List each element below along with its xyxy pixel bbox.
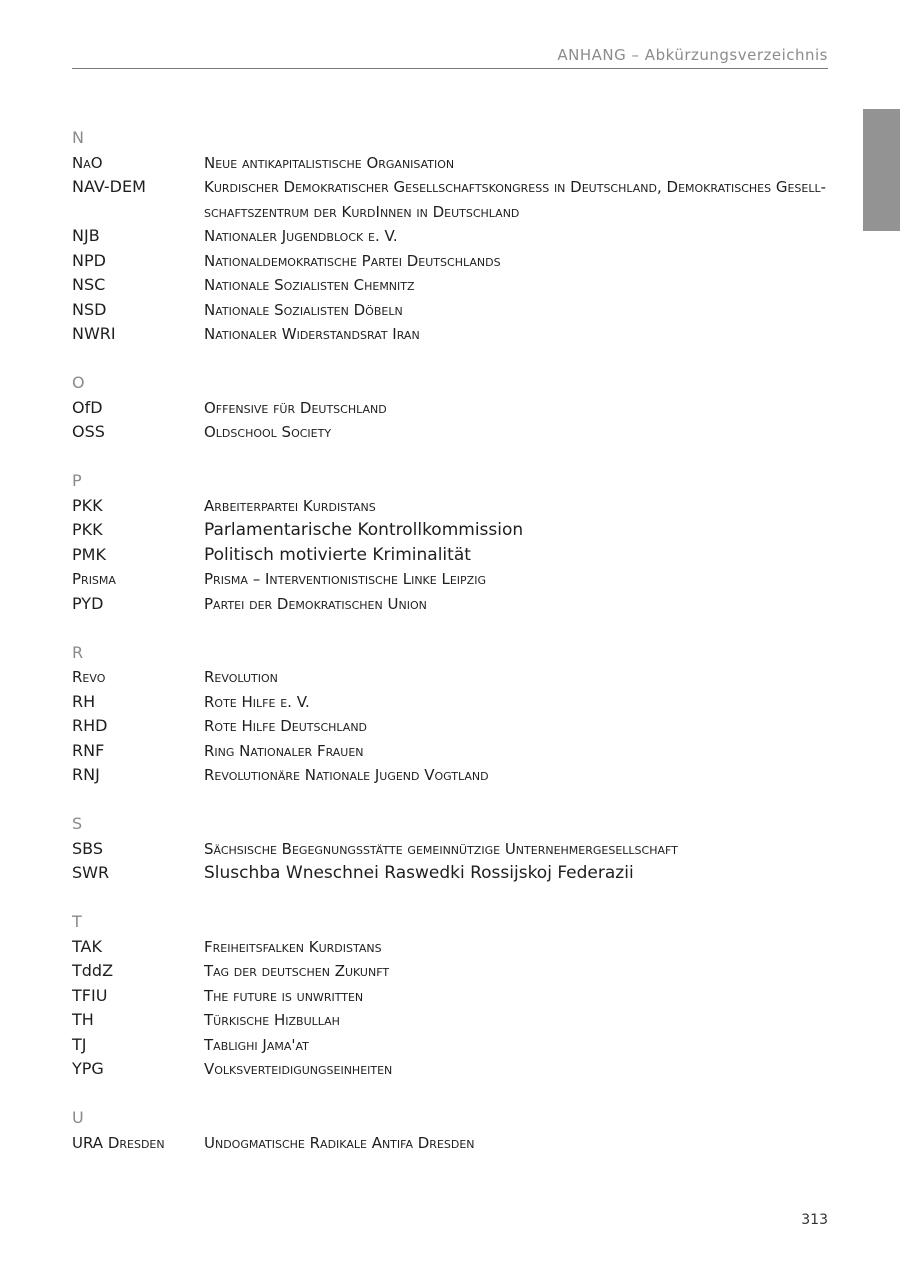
definition: Tablighi Jama'at: [204, 1035, 309, 1054]
abbreviation: Revo: [72, 668, 106, 686]
section-letter: N: [72, 128, 84, 147]
section-t: [72, 910, 832, 1082]
entry-row: [72, 249, 832, 274]
entry-row: [72, 420, 832, 445]
abbreviation: NaO: [72, 153, 103, 172]
definition: Parlamentarische Kontrollkommission: [204, 520, 524, 540]
definition: Nationaler Widerstandsrat Iran: [204, 325, 420, 343]
definition: Nationaldemokratische Partei Deutschlands: [204, 251, 501, 270]
entry-row: [72, 543, 832, 568]
entry-row: [72, 763, 832, 788]
entry-row: [72, 175, 832, 224]
section-letter: S: [72, 814, 83, 833]
abbreviation: TddZ: [72, 961, 114, 980]
entry-row: [72, 714, 832, 739]
abbreviation: TAK: [72, 936, 102, 956]
section-letter: U: [72, 1108, 84, 1127]
abbreviation: NPD: [72, 250, 106, 270]
section-letter: R: [72, 642, 84, 662]
abbreviation: TH: [72, 1010, 94, 1029]
abbreviation: RNJ: [72, 765, 100, 784]
abbreviation-list: [72, 126, 832, 1180]
definition: [204, 175, 830, 224]
section-p: [72, 469, 832, 616]
definition: Tag der deutschen Zukunft: [204, 962, 390, 980]
section-s: [72, 812, 832, 886]
section-o: [72, 371, 832, 445]
definition: Oldschool Society: [204, 423, 332, 441]
section-letter: T: [72, 912, 82, 931]
section-n: [72, 126, 832, 347]
abbreviation: RH: [72, 691, 96, 711]
abbreviation: RNF: [72, 740, 105, 760]
definition: Politisch motivierte Kriminalität: [204, 544, 471, 565]
abbreviation: NAV-DEM: [72, 177, 146, 196]
definition: Rote Hilfe e. V.: [204, 692, 310, 711]
definition: Partei der Demokratischen Union: [204, 594, 427, 613]
section-letter: P: [72, 471, 82, 490]
entry-row: [72, 273, 832, 298]
abbreviation: URA Dresden: [72, 1133, 165, 1152]
abbreviation: OfD: [72, 397, 103, 417]
abbreviation: NSD: [72, 299, 107, 319]
entry-row: [72, 1057, 832, 1082]
abbreviation: OSS: [72, 422, 105, 441]
section-u: [72, 1106, 832, 1155]
page-number: 313: [801, 1212, 828, 1228]
definition: Nationale Sozialisten Döbeln: [204, 300, 403, 319]
abbreviation: SBS: [72, 838, 104, 858]
definition: Revolution: [204, 668, 278, 686]
definition: Sächsische Begegnungsstätte gemeinnützige Unternehmergesellschaft: [204, 839, 678, 858]
definition: Volksverteidigungseinheiten: [204, 1060, 393, 1078]
abbreviation: NSC: [72, 275, 106, 294]
entry-row: [72, 518, 832, 543]
definition-line-continued: schaftszentrum der KurdInnen in Deutschland: [204, 202, 520, 221]
abbreviation: NJB: [72, 226, 100, 245]
entry-row: [72, 1008, 832, 1033]
entry-row: [72, 959, 832, 984]
definition: Nationaler Jugendblock e. V.: [204, 227, 398, 245]
entry-row: [72, 396, 832, 421]
definition: Nationale Sozialisten Chemnitz: [204, 276, 415, 294]
running-header: [72, 44, 828, 69]
definition: Neue antikapitalistische Organisation: [204, 153, 455, 172]
abbreviation: NWRI: [72, 324, 116, 343]
abbreviation: PKK: [72, 520, 103, 539]
entry-row: [72, 665, 832, 690]
definition: The future is unwritten: [204, 986, 364, 1005]
abbreviation: PMK: [72, 544, 106, 564]
definition: Prisma – Interventionistische Linke Leipzig: [204, 570, 486, 588]
entry-row: [72, 151, 832, 176]
abbreviation: PKK: [72, 495, 103, 515]
section-letter: O: [72, 373, 85, 392]
definition: Revolutionäre Nationale Jugend Vogtland: [204, 766, 489, 784]
entry-row: [72, 861, 832, 886]
abbreviation: RHD: [72, 716, 108, 735]
definition: Rote Hilfe Deutschland: [204, 717, 368, 735]
running-title: ANHANG – Abkürzungsverzeichnis: [557, 46, 828, 64]
definition: Offensive für Deutschland: [204, 398, 387, 417]
entry-row: [72, 592, 832, 617]
definition: Undogmatische Radikale Antifa Dresden: [204, 1133, 475, 1152]
abbreviation: PYD: [72, 593, 104, 613]
entry-row: [72, 739, 832, 764]
definition: Türkische Hizbullah: [204, 1011, 340, 1029]
entry-row: [72, 322, 832, 347]
entry-row: [72, 837, 832, 862]
entry-row: [72, 690, 832, 715]
abbreviation: SWR: [72, 863, 110, 882]
abbreviation: TJ: [72, 1034, 87, 1054]
definition: Sluschba Wneschnei Raswedki Rossijskoj Federazii: [204, 863, 634, 883]
abbreviation: TFIU: [72, 985, 108, 1005]
abbreviation: YPG: [72, 1059, 104, 1078]
definition: Arbeiterpartei Kurdistans: [204, 496, 376, 515]
abbreviation: Prisma: [72, 570, 116, 588]
entry-row: [72, 984, 832, 1009]
entry-row: [72, 1033, 832, 1058]
definition: Ring Nationaler Frauen: [204, 741, 364, 760]
entry-row: [72, 567, 832, 592]
entry-row: [72, 935, 832, 960]
entry-row: [72, 494, 832, 519]
definition-line: Kurdischer Demokratischer Gesellschaftskongress in Deutschland, Demokratisches Gesell-: [204, 178, 827, 196]
chapter-thumb-tab: [863, 109, 900, 231]
entry-row: [72, 1131, 832, 1156]
entry-row: [72, 224, 832, 249]
definition: Freiheitsfalken Kurdistans: [204, 937, 382, 956]
entry-row: [72, 298, 832, 323]
section-r: [72, 641, 832, 788]
